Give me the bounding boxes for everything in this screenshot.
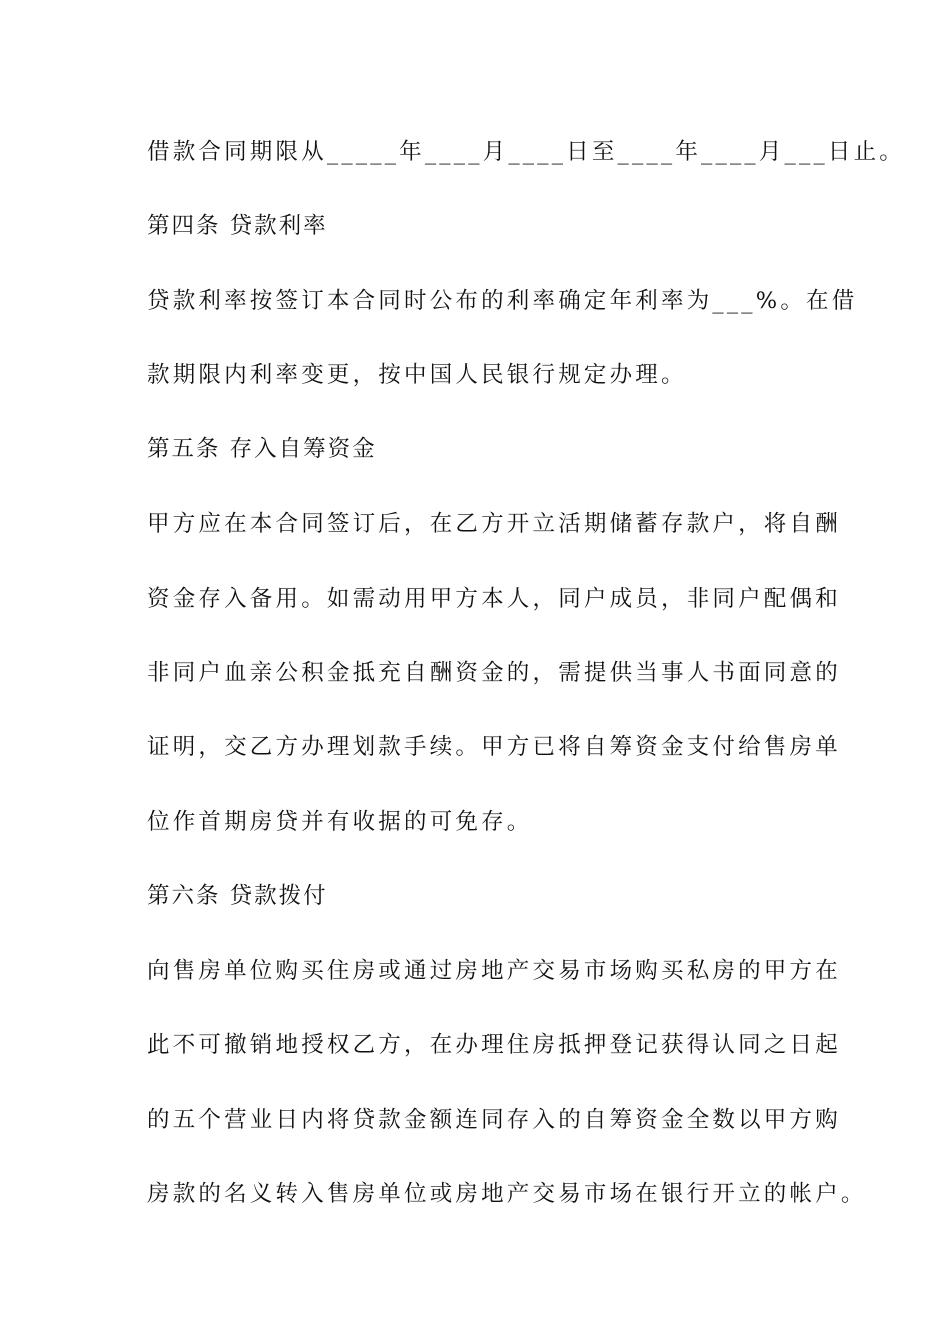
deposit-line-5: 位作首期房贷并有收据的可免存。 (147, 809, 533, 835)
interest-rate-line-2: 款期限内利率变更，按中国人民银行规定办理。 (147, 362, 687, 388)
disbursement-line-3: 的五个营业日内将贷款金额连同存入的自筹资金全数以甲方购 (147, 1107, 841, 1133)
deposit-line-4: 证明，交乙方办理划款手续。甲方已将自筹资金支付给售房单 (147, 734, 841, 760)
disbursement-line-1: 向售房单位购买住房或通过房地产交易市场购买私房的甲方在 (147, 958, 841, 984)
term-period-line: 借款合同期限从_____年____月____日至____年____月___日止。 (147, 139, 906, 165)
article-6-heading: 第六条 贷款拨付 (147, 883, 328, 909)
article-5-heading: 第五条 存入自筹资金 (147, 436, 377, 462)
disbursement-line-2: 此不可撤销地授权乙方，在办理住房抵押登记获得认同之日起 (147, 1032, 841, 1058)
deposit-line-3: 非同户血亲公积金抵充自酬资金的，需提供当事人书面同意的 (147, 660, 841, 686)
deposit-line-1: 甲方应在本合同签订后，在乙方开立活期储蓄存款户，将自酬 (147, 511, 841, 537)
interest-rate-line-1: 贷款利率按签订本合同时公布的利率确定年利率为___%。在借 (147, 288, 858, 314)
article-4-heading: 第四条 贷款利率 (147, 213, 328, 239)
deposit-line-2: 资金存入备用。如需动用甲方本人，同户成员，非同户配偶和 (147, 586, 841, 612)
disbursement-line-4: 房款的名义转入售房单位或房地产交易市场在银行开立的帐户。 (147, 1181, 867, 1207)
